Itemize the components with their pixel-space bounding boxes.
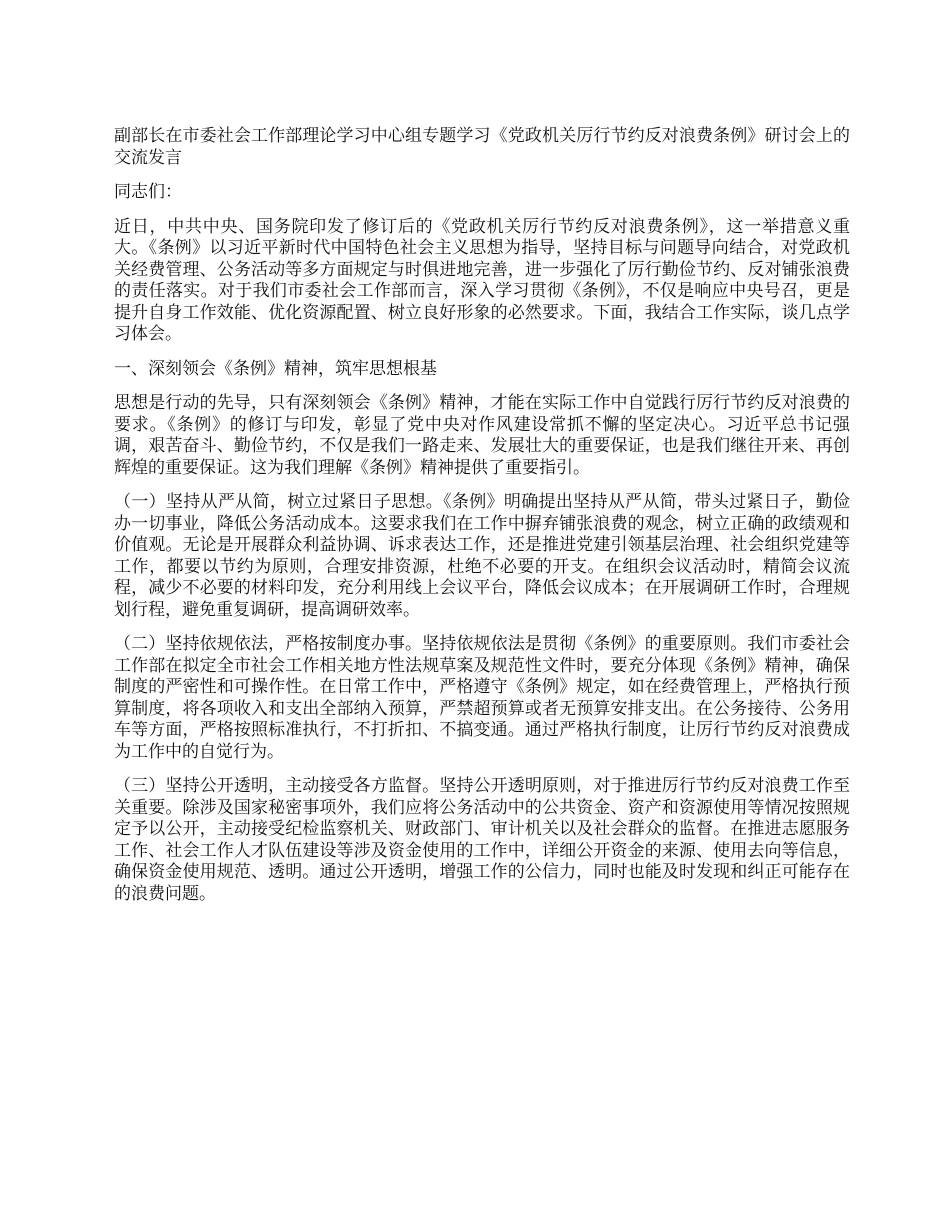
greeting: 同志们： (114, 182, 182, 202)
paragraph-intro: 近日，中共中央、国务院印发了修订后的《党政机关厉行节约反对浪费条例》，这一举措意义重大。《条例》以习近平新时代中国特色社会主义思想为指导，坚持目标与问题导向结合，对党政机关经费管理、公务活动等多方面规定与时俱进地完善，进一步强化了厉行勤俭节约、反对铺张浪费的责任落实。对于我们市委社会工作部而言，深入学习贯彻《条例》，不仅是响应中央号召，更是提升自身工作效能、优化资源配置、树立良好形象的必然要求。下面，我结合工作实际，谈几点学习体会。 (114, 216, 850, 344)
paragraph-point-2: （二）坚持依规依法，严格按制度办事。坚持依规依法是贯彻《条例》的重要原则。我们市委社会工作部在拟定全市社会工作相关地方性法规草案及规范性文件时，要充分体现《条例》精神，确保制度的严密性和可操作性。在日常工作中，严格遵守《条例》规定，如在经费管理上，严格执行预算制度，将各项收入和支出全部纳入预算，严禁超预算或者无预算安排支出。在公务接待、公务用车等方面，严格按照标准执行，不打折扣、不搞变通。通过严格执行制度，让厉行节约反对浪费成为工作中的自觉行为。 (114, 634, 850, 762)
document-page (114, 126, 850, 918)
document-title: 副部长在市委社会工作部理论学习中心组专题学习《党政机关厉行节约反对浪费条例》研讨会上的交流发言 (114, 126, 850, 168)
paragraph-point-1: （一）坚持从严从简，树立过紧日子思想。《条例》明确提出坚持从严从简，带头过紧日子，勤俭办一切事业，降低公务活动成本。这要求我们在工作中摒弃铺张浪费的观念，树立正确的政绩观和价值观。无论是开展群众利益协调、诉求表达工作，还是推进党建引领基层治理、社会组织党建等工作，都要以节约为原则，合理安排资源，杜绝不必要的开支。在组织会议活动时，精简会议流程，减少不必要的材料印发，充分利用线上会议平台，降低会议成本；在开展调研工作时，合理规划行程，避免重复调研，提高调研效率。 (114, 492, 850, 620)
section-heading-1: 一、深刻领会《条例》精神，筑牢思想根基 (114, 358, 437, 379)
paragraph-point-3: （三）坚持公开透明，主动接受各方监督。坚持公开透明原则，对于推进厉行节约反对浪费工作至关重要。除涉及国家秘密事项外，我们应将公务活动中的公共资金、资产和资源使用等情况按照规定予以公开，主动接受纪检监察机关、财政部门、审计机关以及社会群众的监督。在推进志愿服务工作、社会工作人才队伍建设等涉及资金使用的工作中，详细公开资金的来源、使用去向等信息，确保资金使用规范、透明。通过公开透明，增强工作的公信力，同时也能及时发现和纠正可能存在的浪费问题。 (114, 776, 850, 904)
paragraph-section-1-intro: 思想是行动的先导，只有深刻领会《条例》精神，才能在实际工作中自觉践行厉行节约反对浪费的要求。《条例》的修订与印发，彰显了党中央对作风建设常抓不懈的坚定决心。习近平总书记强调，艰苦奋斗、勤俭节约，不仅是我们一路走来、发展壮大的重要保证，也是我们继往开来、再创辉煌的重要保证。这为我们理解《条例》精神提供了重要指引。 (114, 393, 850, 478)
